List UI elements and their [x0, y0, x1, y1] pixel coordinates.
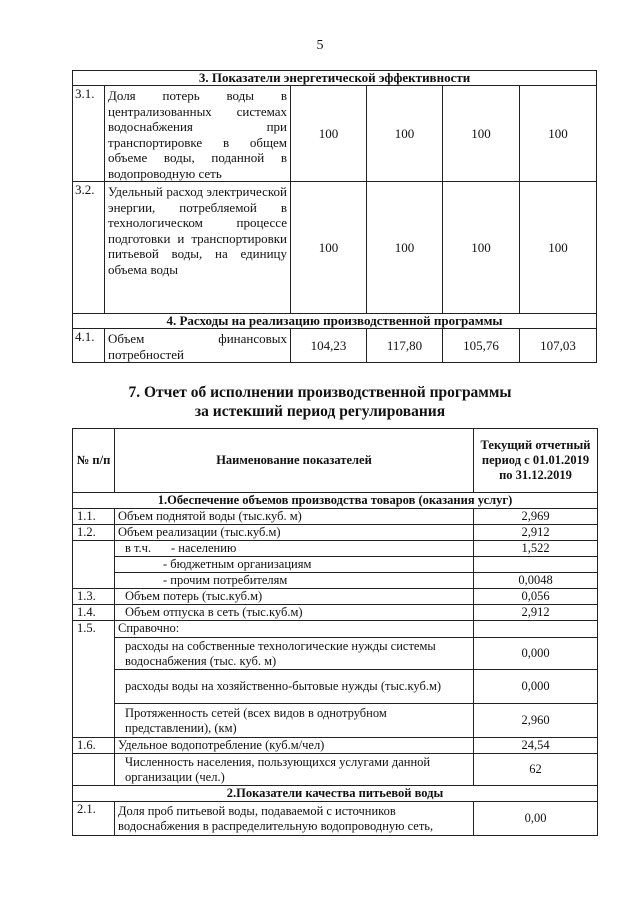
section-1-title: 1.Обеспечение объемов производства товаров (оказания услуг) — [73, 493, 598, 509]
indicator-name: расходы на собственные технологические нужды системы водоснабжения (тыс. куб. м) — [115, 638, 474, 670]
table-header-row — [73, 429, 598, 493]
table-row — [73, 754, 598, 786]
value-cell: 2,912 — [474, 525, 598, 541]
subitem-label: - населению — [171, 541, 237, 555]
value-cell: 0,056 — [474, 589, 598, 605]
value-cell: 100 — [443, 182, 520, 314]
section-2-title: 2.Показатели качества питьевой воды — [73, 786, 598, 802]
table-row — [73, 557, 598, 573]
row-number: 1.6. — [73, 738, 115, 754]
indicator-name: Объем потерь (тыс.куб.м) — [115, 589, 474, 605]
indicator-name: Объем поднятой воды (тыс.куб. м) — [115, 509, 474, 525]
value-cell: 2,960 — [474, 704, 598, 738]
table-row — [73, 621, 598, 638]
row-number: 1.3. — [73, 589, 115, 605]
value-cell — [474, 621, 598, 638]
indicator-name: Удельный расход электрической энергии, потребляемой в технологическом процессе подготовки и транспортировки питьевой воды, на единицу объема воды — [105, 182, 291, 314]
report-heading — [0, 383, 640, 421]
row-number: 1.2. — [73, 525, 115, 541]
value-cell: 100 — [520, 182, 597, 314]
indicator-name: расходы воды на хозяйственно-бытовые нужды (тыс.куб.м) — [115, 670, 474, 704]
table-row — [73, 86, 597, 182]
value-cell — [474, 557, 598, 573]
value-cell: 0,00 — [474, 802, 598, 836]
value-cell: 117,80 — [367, 329, 443, 363]
table-row — [73, 182, 597, 314]
table-row — [73, 589, 598, 605]
row-number: 3.2. — [73, 182, 105, 314]
row-number: 4.1. — [73, 329, 105, 363]
value-cell: 0,0048 — [474, 573, 598, 589]
value-cell: 100 — [520, 86, 597, 182]
value-cell: 104,23 — [291, 329, 367, 363]
table-row — [73, 738, 598, 754]
indicator-name: Численность населения, пользующихся услугами данной организации (чел.) — [115, 754, 474, 786]
section-row — [73, 493, 598, 509]
empty-number-cell — [73, 541, 115, 557]
section-row — [73, 314, 597, 329]
value-cell: 2,912 — [474, 605, 598, 621]
value-cell: 0,000 — [474, 670, 598, 704]
row-number: 1.5. — [73, 621, 115, 738]
header-period: Текущий отчетный период с 01.01.2019 по 31.12.2019 — [474, 429, 598, 493]
value-cell: 2,969 — [474, 509, 598, 525]
indicator-name: - бюджетным организациям — [115, 557, 474, 573]
empty-number-cell — [73, 573, 115, 589]
header-name: Наименование показателей — [115, 429, 474, 493]
indicator-name: Протяженность сетей (всех видов в однотрубном представлении), (км) — [115, 704, 474, 738]
section-4-title: 4. Расходы на реализацию производственной программы — [73, 314, 597, 329]
indicator-name: Объем отпуска в сеть (тыс.куб.м) — [115, 605, 474, 621]
value-cell: 62 — [474, 754, 598, 786]
page-number: 5 — [316, 38, 324, 53]
table-row — [73, 509, 598, 525]
row-number: 1.1. — [73, 509, 115, 525]
value-cell: 100 — [367, 86, 443, 182]
row-number: 1.4. — [73, 605, 115, 621]
section-row — [73, 786, 598, 802]
table-row — [73, 525, 598, 541]
value-cell: 1,522 — [474, 541, 598, 557]
value-cell: 100 — [291, 182, 367, 314]
indicator-name: Доля проб питьевой воды, подаваемой с источников водоснабжения в распределительную водопроводную сеть, — [115, 802, 474, 836]
table-row — [73, 670, 598, 704]
report-table — [72, 428, 598, 836]
including-label: в т.ч. — [125, 541, 152, 555]
value-cell: 100 — [367, 182, 443, 314]
energy-efficiency-table — [72, 70, 597, 363]
empty-number-cell — [73, 754, 115, 786]
indicator-name: Доля потерь воды в централизованных системах водоснабжения при транспортировке в общем объеме воды, поданной в водопроводную сеть — [105, 86, 291, 182]
indicator-name: Справочно: — [115, 621, 474, 638]
value-cell: 107,03 — [520, 329, 597, 363]
table-row — [73, 704, 598, 738]
table-row — [73, 541, 598, 557]
table-row — [73, 802, 598, 836]
indicator-name: Объем финансовых потребностей — [105, 329, 291, 363]
report-title-line1: 7. Отчет об исполнении производственной программы — [128, 384, 512, 401]
indicator-name: Объем реализации (тыс.куб.м) — [115, 525, 474, 541]
row-number: 3.1. — [73, 86, 105, 182]
table-row — [73, 573, 598, 589]
value-cell: 0,000 — [474, 638, 598, 670]
row-number: 2.1. — [73, 802, 115, 836]
value-cell: 100 — [443, 86, 520, 182]
table-row — [73, 329, 597, 363]
indicator-name — [115, 541, 474, 557]
table-row — [73, 605, 598, 621]
value-cell: 100 — [291, 86, 367, 182]
empty-number-cell — [73, 557, 115, 573]
value-cell: 105,76 — [443, 329, 520, 363]
header-number: № п/п — [73, 429, 115, 493]
section-row — [73, 71, 597, 86]
indicator-name: Удельное водопотребление (куб.м/чел) — [115, 738, 474, 754]
indicator-name: - прочим потребителям — [115, 573, 474, 589]
report-title-line2: за истекший период регулирования — [194, 403, 446, 420]
value-cell: 24,54 — [474, 738, 598, 754]
table-row — [73, 638, 598, 670]
section-3-title: 3. Показатели энергетической эффективности — [73, 71, 597, 86]
